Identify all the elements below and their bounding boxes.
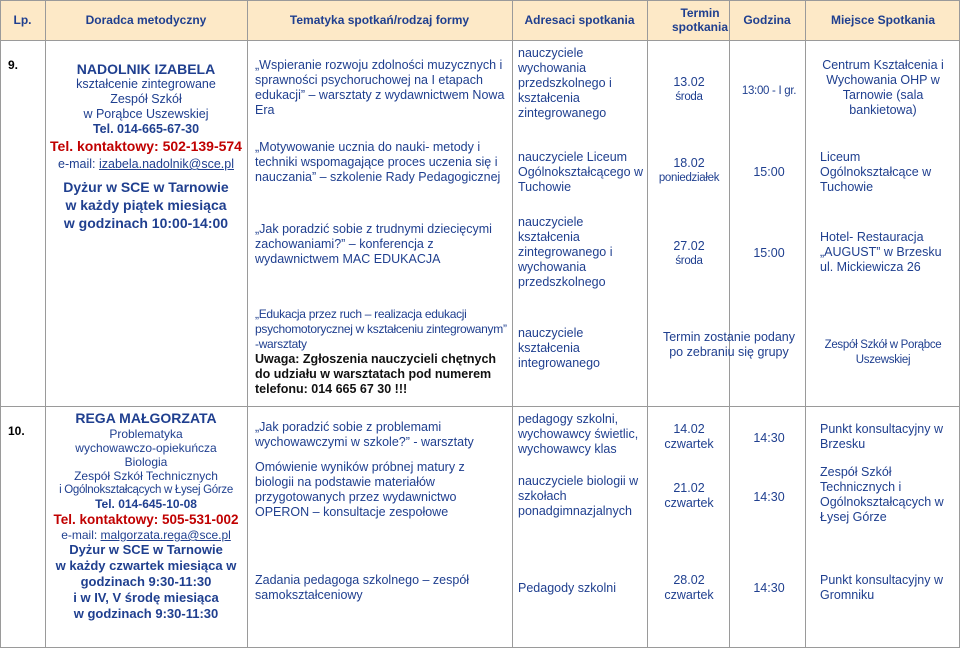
meeting-audience: nauczyciele kształcenia zintegrowanego i wychowania przedszkolnego: [518, 215, 613, 289]
meeting-day: poniedziałek: [658, 172, 720, 184]
grid-line: [729, 0, 730, 648]
meeting-date: 14.02: [673, 422, 705, 436]
grid-line: [0, 406, 960, 407]
advisor-phone: Tel. 014-665-67-30: [92, 122, 200, 136]
duty-line: godzinach 9:30-11:30: [80, 574, 212, 589]
meeting-audience: pedagogy szkolni, wychowawcy świetlic, wychowawcy klas: [518, 412, 639, 456]
grid-line: [45, 0, 46, 648]
meeting-topic: „Wspieranie rozwoju zdolności muzycznych i sprawności psychoruchowej na I etapach edukacji” – warsztaty z wydawnictwem Nowa Era: [255, 58, 505, 117]
meeting-time: 15:00: [753, 165, 785, 179]
row-number: 9.: [8, 58, 19, 72]
advisor-line: Biologia: [124, 455, 168, 469]
meeting-day: środa: [675, 255, 703, 267]
advisor-line: i Ogólnokształcących w Łysej Górze: [59, 484, 233, 496]
meeting-topic: Omówienie wyników próbnej matury z biologii na podstawie materiałów przygotowanych przez wydawnictwo OPERON – konsultacje zespołowe: [255, 460, 465, 519]
meeting-place: Centrum Kształcenia i Wychowania OHP w Tarnowie (sala bankietowa): [822, 58, 944, 117]
header-term: Termin spotkania: [672, 6, 729, 34]
advisor-line: kształcenie zintegrowane: [76, 77, 216, 91]
meeting-audience: nauczyciele biologii w szkołach ponadgimnazjalnych: [518, 474, 639, 518]
row-number: 10.: [8, 424, 25, 438]
meeting-date: 28.02: [673, 573, 705, 587]
advisor-name: NADOLNIK IZABELA: [76, 61, 216, 77]
advisor-line: w Porąbce Uszewskiej: [83, 107, 209, 121]
duty-line: w każdy piątek miesiąca: [65, 197, 227, 213]
grid-line: [512, 0, 513, 648]
meeting-note: Uwaga: Zgłoszenia nauczycieli chętnych do udziału w warsztatach pod numerem telefonu: 014 665 67 30 !!!: [255, 352, 497, 396]
advisor-line: Problematyka: [109, 427, 183, 441]
advisor-contact-phone: Tel. kontaktowy: 502-139-574: [50, 138, 242, 154]
meeting-topic-block: [255, 307, 507, 397]
email-label: e-mail:: [61, 528, 101, 542]
meeting-time: 14:30: [753, 490, 785, 504]
duty-line: w godzinach 9:30-11:30: [73, 606, 219, 621]
advisor-line: Zespół Szkół: [110, 92, 182, 106]
meeting-topic: Zadania pedagoga szkolnego – zespół samokształceniowy: [255, 573, 470, 602]
meeting-audience: nauczyciele wychowania przedszkolnego i kształcenia zintegrowanego: [518, 46, 612, 120]
meeting-topic: „Motywowanie ucznia do nauki- metody i techniki wspomagające proces uczenia się i nauczania” – szkolenie Rady Pedagogicznej: [255, 140, 501, 184]
duty-line: w godzinach 10:00-14:00: [63, 215, 229, 231]
duty-line: w każdy czwartek miesiąca w: [55, 558, 237, 573]
meeting-date: 18.02: [673, 156, 705, 170]
email-link[interactable]: izabela.nadolnik@sce.pl: [98, 157, 234, 171]
advisor-line: Zespół Szkół Technicznych: [74, 469, 218, 483]
meeting-day: czwartek: [664, 437, 714, 451]
meeting-day: czwartek: [664, 588, 714, 602]
meeting-date: 21.02: [673, 481, 705, 495]
advisor-card: [48, 62, 244, 232]
header-advisor: Doradca metodyczny: [85, 13, 207, 27]
meeting-time: 14:30: [753, 431, 785, 445]
advisor-line: wychowawczo-opiekuńcza: [75, 441, 217, 455]
duty-line: Dyżur w SCE w Tarnowie: [69, 542, 223, 557]
meeting-topic: „Jak poradzić sobie z problemami wychowawczymi w szkole?” - warsztaty: [255, 420, 474, 449]
duty-line: i w IV, V środę miesiąca: [73, 590, 219, 605]
grid-line: [247, 0, 248, 648]
meeting-date: 27.02: [673, 239, 705, 253]
email-link[interactable]: malgorzata.rega@sce.pl: [100, 528, 231, 542]
header-topic: Tematyka spotkań/rodzaj formy: [289, 13, 470, 27]
header-lp: Lp.: [13, 13, 32, 27]
meeting-topic: „Jak poradzić sobie z trudnymi dziecięcymi zachowaniami?” – konferencja z wydawnictwem MAC EDUKACJA: [255, 222, 492, 266]
header-hour: Godzina: [743, 13, 791, 27]
meeting-time: 14:30: [753, 581, 785, 595]
meeting-time: 15:00: [753, 246, 785, 260]
meeting-place: Zespół Szkół Technicznych i Ogólnokształcących w Łysej Górze: [820, 465, 944, 524]
advisor-phone: Tel. 014-645-10-08: [95, 497, 197, 511]
header-audience: Adresaci spotkania: [524, 13, 635, 27]
meeting-time: 13:00 - I gr.: [741, 85, 797, 97]
advisor-card: [48, 410, 244, 622]
meeting-day: środa: [675, 91, 703, 103]
meeting-audience: nauczyciele kształcenia integrowanego: [518, 326, 601, 370]
meeting-date: 13.02: [673, 75, 705, 89]
meeting-day: czwartek: [664, 496, 714, 510]
meeting-audience: nauczyciele Liceum Ogólnokształcącego w Tuchowie: [518, 150, 644, 194]
advisor-contact-phone: Tel. kontaktowy: 505-531-002: [53, 512, 239, 527]
meeting-place: Punkt konsultacyjny w Gromniku: [820, 573, 943, 602]
meeting-place: Zespół Szkół w Porąbce Uszewskiej: [824, 339, 942, 366]
meeting-topic: „Edukacja przez ruch – realizacja edukacji psychomotorycznej w kształceniu zintegrowanym” -warsztaty: [255, 307, 507, 351]
grid-line: [0, 40, 960, 41]
meeting-place: Liceum Ogólnokształcące w Tuchowie: [820, 150, 932, 194]
header-place: Miejsce Spotkania: [830, 13, 936, 27]
grid-line: [647, 0, 648, 648]
meeting-audience: Pedagody szkolni: [518, 581, 616, 595]
meeting-place: Punkt konsultacyjny w Brzesku: [820, 422, 943, 451]
advisor-name: REGA MAŁGORZATA: [75, 410, 217, 426]
meeting-term: Termin zostanie podany po zebraniu się grupy: [662, 330, 796, 359]
duty-line: Dyżur w SCE w Tarnowie: [63, 179, 229, 195]
email-label: e-mail:: [58, 157, 99, 171]
grid-line: [0, 0, 1, 648]
meeting-place: Hotel- Restauracja „AUGUST” w Brzesku ul. Mickiewicza 26: [820, 230, 942, 274]
